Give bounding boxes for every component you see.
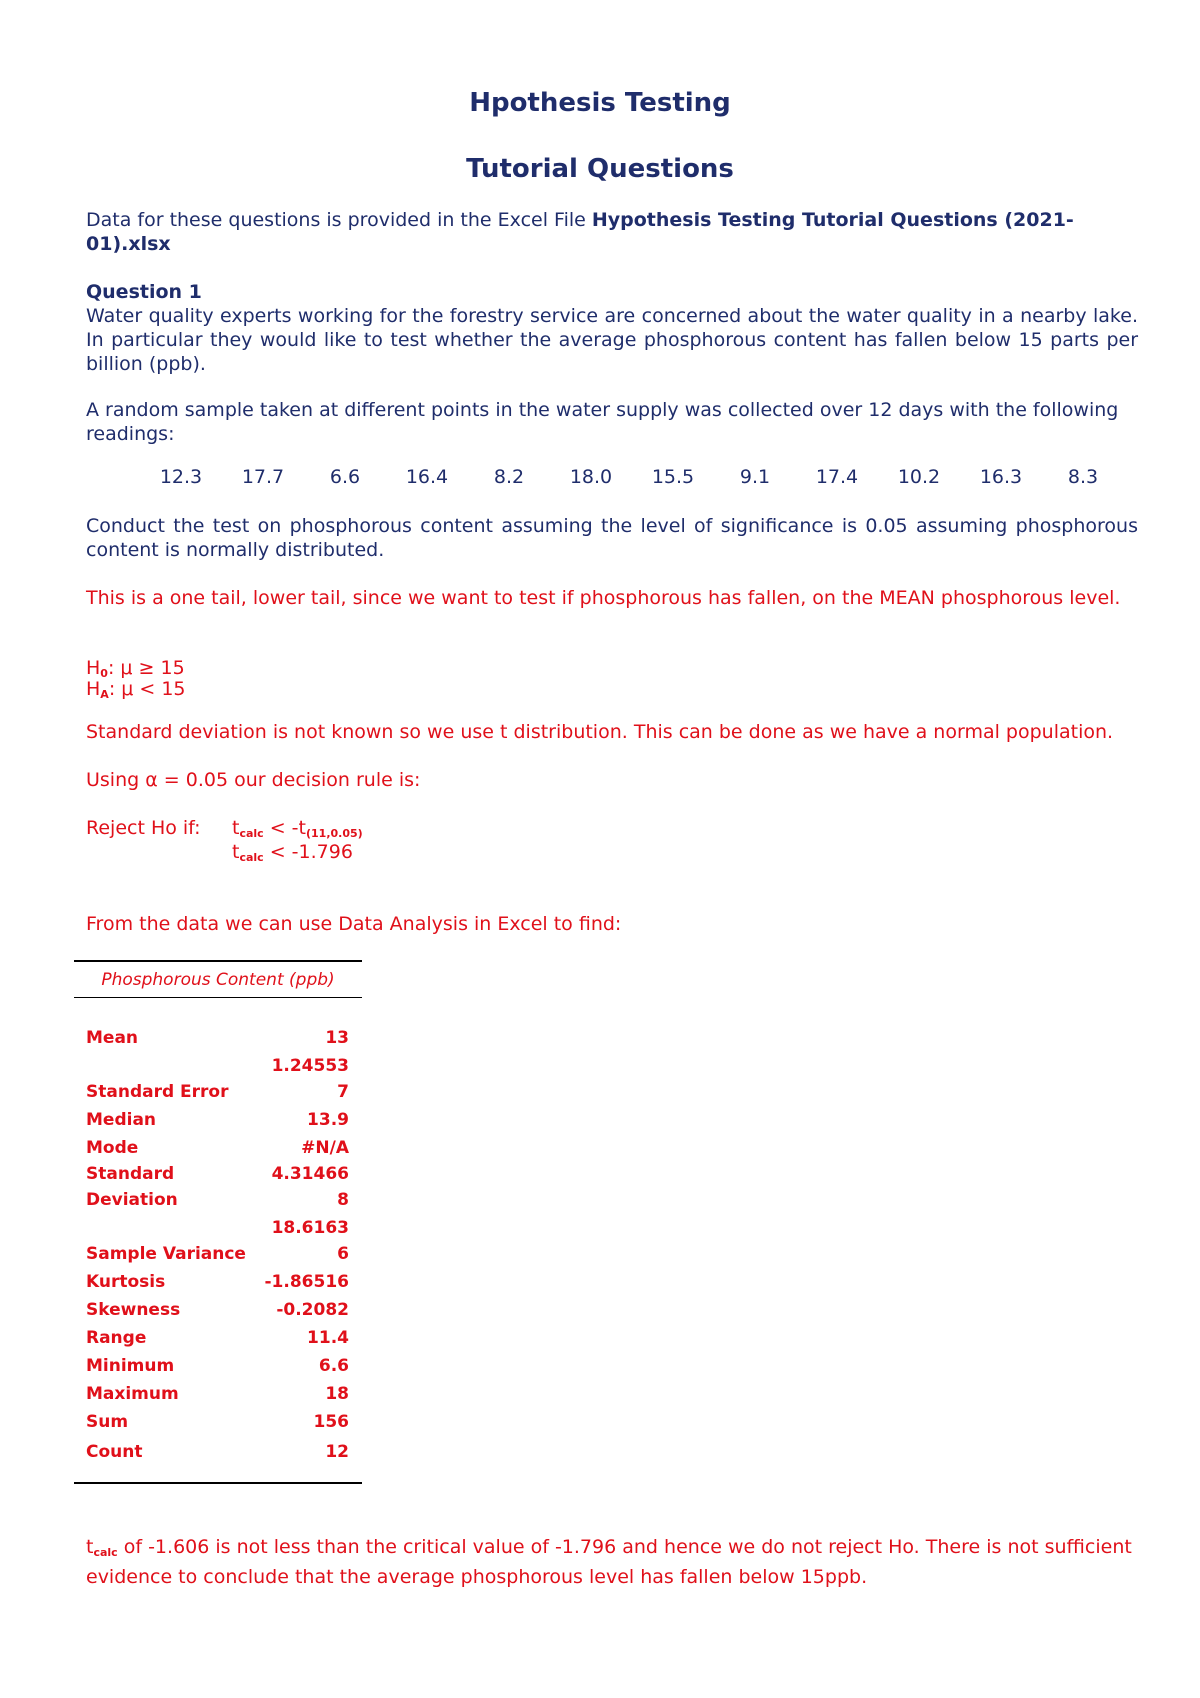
t-letter: t [232, 817, 240, 839]
table-row-label: Standard [86, 1164, 175, 1184]
answer-paragraph-1: This is a one tail, lower tail, since we want to test if phosphorous has fallen, on the MEAN phosphorous level. [86, 587, 1121, 609]
reading-value: 16.3 [979, 466, 1023, 488]
reading-value: 12.3 [159, 466, 203, 488]
reading-value: 9.1 [739, 466, 771, 488]
reading-value: 17.4 [815, 466, 859, 488]
table-row-value: 13 [325, 1028, 349, 1048]
h-letter: H [86, 657, 101, 679]
table-row-label: Mean [86, 1028, 139, 1048]
table-row-value: 8 [337, 1190, 349, 1210]
table-row-label: Deviation [86, 1190, 178, 1210]
reading-value: 8.3 [1067, 466, 1099, 488]
table-top-border [74, 960, 362, 962]
t-critical-subscript: (11,0.05) [306, 827, 363, 840]
table-row-value: 7 [337, 1082, 349, 1102]
reject-label: Reject Ho if: [86, 817, 201, 839]
rule-text: < -t [263, 817, 306, 839]
table-row-value: 156 [313, 1412, 349, 1432]
reading-value: 8.2 [493, 466, 525, 488]
table-row-label: Kurtosis [86, 1272, 166, 1292]
table-row-value: #N/A [301, 1138, 349, 1158]
table-row-label: Sum [86, 1412, 129, 1432]
answer-paragraph-3: Using α = 0.05 our decision rule is: [86, 769, 421, 791]
reading-value: 15.5 [651, 466, 695, 488]
table-row-value: 13.9 [307, 1110, 349, 1130]
rule-text: < -1.796 [263, 841, 353, 863]
decision-rule-2 [232, 840, 353, 870]
table-row-value: 4.31466 [271, 1164, 349, 1184]
hypothesis-text: : μ < 15 [108, 678, 186, 700]
table-row-value: 18 [325, 1384, 349, 1404]
table-row-label: Sample Variance [86, 1244, 246, 1264]
document-subtitle: Tutorial Questions [466, 154, 734, 184]
table-header: Phosphorous Content (ppb) [101, 970, 335, 990]
t-subscript: calc [93, 1546, 118, 1559]
h-subscript: 0 [100, 667, 108, 680]
table-row-label: Maximum [86, 1384, 179, 1404]
table-row-value: 6.6 [318, 1356, 349, 1376]
t-letter: t [86, 1536, 94, 1558]
table-row-label: Mode [86, 1138, 139, 1158]
table-bottom-border [74, 1482, 362, 1484]
reading-value: 18.0 [569, 466, 613, 488]
alternative-hypothesis [86, 679, 1138, 705]
table-row-label: Median [86, 1110, 157, 1130]
table-row-value: -1.86516 [264, 1272, 349, 1292]
hypothesis-text: : μ ≥ 15 [107, 657, 185, 679]
table-header-border [74, 997, 362, 998]
h-letter: H [86, 678, 101, 700]
question-heading: Question 1 [86, 281, 202, 303]
question-paragraph-3: Conduct the test on phosphorous content assuming the level of significance is 0.05 assuming phosphorous content is normally distributed. [86, 515, 1138, 561]
conclusion-paragraph [86, 1535, 1138, 1589]
table-row-value: 11.4 [307, 1328, 349, 1348]
excel-file-name: Hypothesis Testing Tutorial Questions (2021-01).xlsx [86, 209, 1074, 255]
table-row-label: Range [86, 1328, 147, 1348]
table-row-label: Skewness [86, 1300, 181, 1320]
t-letter: t [232, 841, 240, 863]
table-row-value: 12 [325, 1442, 349, 1462]
h-subscript: A [100, 688, 109, 701]
table-row-value: 6 [337, 1244, 349, 1264]
table-row-label: Minimum [86, 1356, 175, 1376]
question-paragraph-2: A random sample taken at different points in the water supply was collected over 12 days with the following readings: [86, 399, 1119, 445]
readings-row [140, 466, 1124, 488]
question-paragraph-1: Water quality experts working for the forestry service are concerned about the water quality in a nearby lake. In particular they would like to test whether the average phosphorous content has fallen below 15 parts per billion (ppb). [86, 305, 1138, 375]
reading-value: 6.6 [329, 466, 361, 488]
table-row-value: 1.24553 [271, 1056, 349, 1076]
t-subscript: calc [239, 827, 264, 840]
intro-text: Data for these questions is provided in the Excel File [86, 209, 592, 231]
answer-paragraph-2: Standard deviation is not known so we use t distribution. This can be done as we have a normal population. [86, 721, 1114, 743]
table-row-value: 18.6163 [271, 1218, 349, 1238]
intro-paragraph [86, 208, 1138, 256]
reading-value: 10.2 [897, 466, 941, 488]
table-row-value: -0.2082 [276, 1300, 349, 1320]
t-subscript: calc [239, 851, 264, 864]
table-row-label: Standard Error [86, 1082, 229, 1102]
document-title: Hpothesis Testing [469, 88, 731, 118]
answer-paragraph-4: From the data we can use Data Analysis in Excel to find: [86, 913, 622, 935]
reading-value: 17.7 [241, 466, 285, 488]
table-row-label: Count [86, 1442, 143, 1462]
conclusion-text: of -1.606 is not less than the critical value of -1.796 and hence we do not reject Ho. There is not sufficient evidence to conclude that the average phosphorous level has fallen below 15ppb. [86, 1536, 1132, 1588]
reading-value: 16.4 [405, 466, 449, 488]
